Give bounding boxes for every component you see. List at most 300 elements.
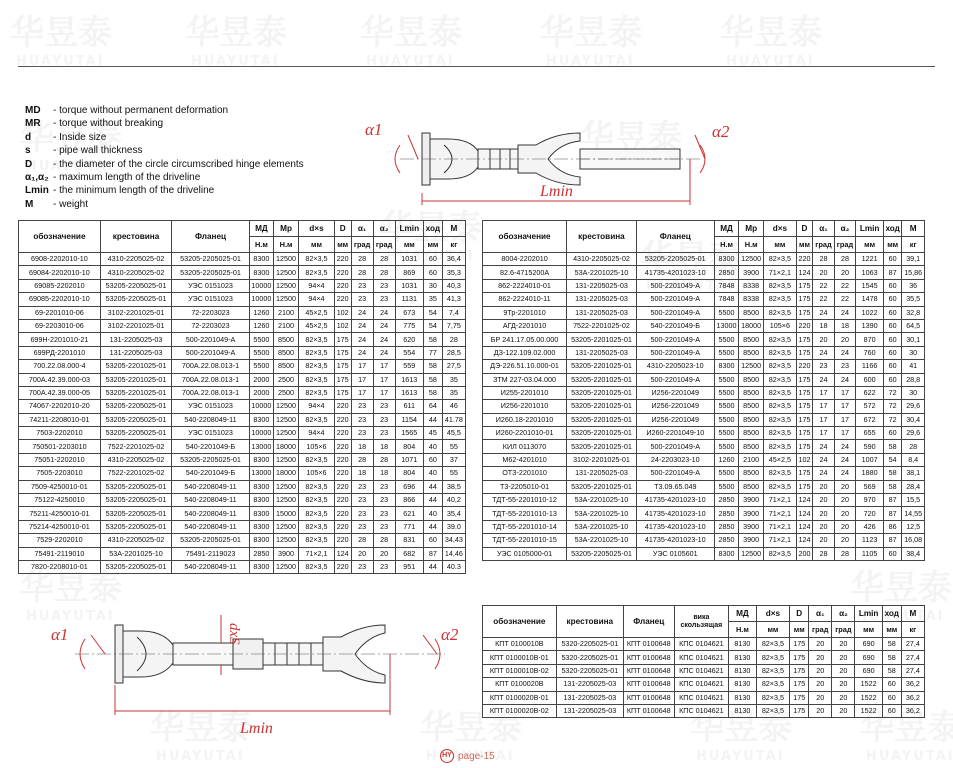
column-header: Lmin (855, 606, 882, 622)
table-cell: 35 (442, 373, 465, 386)
table-cell: 44 (423, 413, 442, 426)
table-cell: 23 (373, 293, 395, 306)
table-cell: 72 (883, 400, 901, 413)
legend-key: α₁,α₂ (25, 172, 49, 184)
table-cell: 35,5 (902, 293, 925, 306)
table-cell: 18000 (739, 319, 764, 332)
table-cell: 41735-4201023-10 (636, 266, 714, 279)
table-cell: 17 (813, 386, 835, 399)
table-cell: 1123 (856, 534, 884, 547)
table-cell: 8130 (729, 678, 756, 691)
table-cell: 20 (832, 664, 855, 677)
spec-table-2 (482, 220, 925, 561)
table-cell: 82.6-4715200А (483, 266, 567, 279)
table-cell: 23 (373, 494, 395, 507)
table-cell: 12500 (273, 520, 298, 533)
table-cell: 82×3,5 (763, 400, 796, 413)
table-cell: 3102-2201025-01 (100, 306, 171, 319)
table-cell: 24 (834, 440, 856, 453)
legend-item (25, 117, 304, 130)
table-row (19, 560, 466, 573)
table-cell: 40,3 (442, 279, 465, 292)
table-cell: 12500 (273, 427, 298, 440)
table-cell: 58 (423, 360, 442, 373)
table-cell: 82×3,5 (299, 253, 335, 266)
table-cell: 20 (834, 480, 856, 493)
table-cell: 82×3,5 (763, 346, 796, 359)
table-cell: 1166 (856, 360, 884, 373)
table-cell: 20 (809, 704, 832, 717)
table-cell: 5500 (714, 440, 739, 453)
table-cell: УЭС 0151023 (172, 400, 250, 413)
table-cell: 94×4 (299, 427, 335, 440)
table-cell: 24 (834, 346, 856, 359)
table-cell: 672 (856, 413, 884, 426)
unit-header: мм (763, 237, 796, 253)
table-cell: 60 (423, 534, 442, 547)
table-cell: 771 (395, 520, 423, 533)
table-cell: 175 (334, 386, 351, 399)
table-cell: 5500 (714, 480, 739, 493)
table-cell: 500-2201049-А (636, 333, 714, 346)
table-cell: 8300 (249, 266, 273, 279)
table-cell: 175 (796, 467, 812, 480)
table-cell: 24 (834, 453, 856, 466)
table-cell: КПТ 0100010В-02 (483, 664, 557, 677)
table-cell: 5500 (714, 306, 739, 319)
table-cell: 58 (883, 480, 901, 493)
column-header: α₂ (373, 221, 395, 237)
alpha2-label: α2 (712, 122, 730, 141)
table-cell: 175 (796, 427, 812, 440)
table-cell: 6908-2202010-10 (19, 253, 101, 266)
table-cell: 27,4 (901, 651, 924, 664)
table-cell: 2850 (249, 547, 273, 560)
table-cell: 82×3,5 (299, 453, 335, 466)
legend-item (25, 198, 304, 211)
table-row (19, 319, 466, 332)
unit-header: Н.м (729, 622, 756, 638)
table-cell: 124 (796, 266, 812, 279)
table-cell: УЭС 0105000-01 (483, 547, 567, 560)
table-cell: 23 (373, 279, 395, 292)
table-cell: 23 (373, 427, 395, 440)
table-cell: 10000 (249, 427, 273, 440)
table-cell: 2000 (249, 373, 273, 386)
table-cell: 1522 (855, 691, 882, 704)
table-cell: 5320-2205025-01 (556, 664, 623, 677)
table-cell: 24 (834, 467, 856, 480)
table-cell: 1880 (856, 467, 884, 480)
table-cell: 20 (813, 534, 835, 547)
table-cell: 3900 (739, 507, 764, 520)
table-cell: 1522 (855, 704, 882, 717)
table-cell: ТДТ-55-2201010-12 (483, 494, 567, 507)
table-cell: 82×3,5 (299, 360, 335, 373)
column-header: α₂ (832, 606, 855, 622)
table-cell: 23 (813, 360, 835, 373)
table-cell: 23 (351, 400, 373, 413)
column-header: вика скользящая (674, 606, 729, 638)
column-header: Мр (273, 221, 298, 237)
table-cell: 7,4 (442, 306, 465, 319)
table-cell: 131-2205025-03 (567, 279, 637, 292)
table-cell: 175 (796, 386, 812, 399)
dxs-label: dxS (226, 623, 242, 645)
table-cell: 1031 (395, 253, 423, 266)
table-row (19, 360, 466, 373)
table-cell: 131-2205025-03 (100, 346, 171, 359)
table-row (19, 480, 466, 493)
table-cell: 696 (395, 480, 423, 493)
table-cell: 540-2208049-11 (172, 520, 250, 533)
table-cell: 1154 (395, 413, 423, 426)
table-cell: 8500 (739, 467, 764, 480)
table-cell: 175 (796, 413, 812, 426)
table-cell: 2100 (273, 306, 298, 319)
table-cell: 5500 (714, 467, 739, 480)
table-cell: 5500 (714, 400, 739, 413)
table-cell: 10000 (249, 279, 273, 292)
table-cell: 20 (809, 678, 832, 691)
table-cell: 44 (423, 494, 442, 507)
table-cell: 72 (883, 386, 901, 399)
table-cell: 220 (334, 279, 351, 292)
table-cell: 20 (813, 507, 835, 520)
table-cell: 32,8 (902, 306, 925, 319)
table-cell: 53205-2201025-01 (567, 373, 637, 386)
table-cell: 55 (442, 467, 465, 480)
column-header: обозначение (19, 221, 101, 253)
table-cell: 82×3,5 (763, 293, 796, 306)
column-header: обозначение (483, 221, 567, 253)
table-cell: 8500 (739, 413, 764, 426)
table-cell: 124 (796, 534, 812, 547)
table-cell: 131-2205025-03 (567, 293, 637, 306)
table-cell: 60 (883, 333, 901, 346)
table-cell: 869 (395, 266, 423, 279)
table-cell: 23 (351, 494, 373, 507)
table-cell: 15000 (273, 507, 298, 520)
table-cell: 12500 (273, 560, 298, 573)
table-cell: 8300 (249, 453, 273, 466)
column-header: МД (249, 221, 273, 237)
table-cell: 28 (902, 440, 925, 453)
unit-header: Н.м (249, 237, 273, 253)
table-cell: 53А-2201025-10 (567, 507, 637, 520)
table-cell: 86 (883, 520, 901, 533)
unit-header: кг (902, 237, 925, 253)
table-cell: 23 (373, 507, 395, 520)
table-row (19, 507, 466, 520)
table-cell: 8130 (729, 691, 756, 704)
table-cell: 20 (809, 638, 832, 651)
lmin-label: Lmin (540, 183, 573, 200)
table-cell: 20 (809, 651, 832, 664)
table-cell: 131-2205025-03 (567, 306, 637, 319)
legend-desc: - the minimum length of the driveline (53, 185, 215, 197)
column-header: α₁ (813, 221, 835, 237)
table-cell: 29,6 (902, 400, 925, 413)
table-cell: 124 (334, 547, 351, 560)
column-header: Фланец (172, 221, 250, 253)
table-cell: 175 (796, 373, 812, 386)
table-cell: 82×3,5 (763, 413, 796, 426)
table-cell: 20 (813, 520, 835, 533)
table-cell: 831 (395, 534, 423, 547)
table-cell: 1613 (395, 373, 423, 386)
table-cell: 71×2,1 (763, 507, 796, 520)
table-cell: 8500 (739, 386, 764, 399)
table-cell: 82×3,5 (299, 373, 335, 386)
table-cell: 53205-2201025-01 (567, 480, 637, 493)
table-cell: 60 (882, 691, 901, 704)
table-cell: 8300 (249, 560, 273, 573)
legend-key: MR (25, 118, 41, 130)
table-cell: 18 (834, 319, 856, 332)
unit-header: кг (442, 237, 465, 253)
legend-key: s (25, 145, 31, 157)
column-header: МД (714, 221, 739, 237)
table-cell: 54 (423, 319, 442, 332)
table-cell: 131-2205025-03 (567, 467, 637, 480)
table-cell: 24 (834, 373, 856, 386)
table-cell: 2500 (273, 386, 298, 399)
table-cell: 22 (834, 279, 856, 292)
table-cell: 17 (834, 413, 856, 426)
table-cell: 69084-2202010-10 (19, 266, 101, 279)
table-cell: 58 (423, 386, 442, 399)
table-row (483, 440, 925, 453)
table-cell: 53205-2201025-01 (100, 373, 171, 386)
unit-header: кг (901, 622, 924, 638)
table-cell: 28 (834, 253, 856, 266)
table-row (483, 427, 925, 440)
table-cell: 82×3,5 (299, 534, 335, 547)
unit-header: мм (856, 237, 884, 253)
table-cell: 28 (373, 266, 395, 279)
table-cell: 55 (442, 440, 465, 453)
legend-desc: - weight (53, 198, 89, 210)
unit-header: мм (334, 237, 351, 253)
table-cell: 44 (423, 560, 442, 573)
table-cell: УЭС 0151023 (172, 293, 250, 306)
table-cell: 4310-2205025-02 (567, 253, 637, 266)
legend-key: Lmin (25, 185, 49, 197)
table-cell: 24 (373, 333, 395, 346)
table-cell: 2850 (714, 520, 739, 533)
table-cell: 71×2,1 (299, 547, 335, 560)
table-cell: КПС 0104621 (674, 704, 729, 717)
unit-header: град (834, 237, 856, 253)
table-cell: 20 (834, 333, 856, 346)
table-cell: 5500 (249, 346, 273, 359)
table-cell: 30 (902, 346, 925, 359)
table-cell: 1478 (856, 293, 884, 306)
table-row (19, 306, 466, 319)
table-cell: 87 (883, 534, 901, 547)
table-cell: 53205-2205025-01 (636, 253, 714, 266)
table-cell: 23 (373, 560, 395, 573)
table-cell: 8130 (729, 704, 756, 717)
table-cell: 8130 (729, 664, 756, 677)
table-cell: 611 (395, 400, 423, 413)
table-row (19, 467, 466, 480)
table-cell: 29,6 (902, 427, 925, 440)
table-cell: 72-2203023 (172, 319, 250, 332)
table-cell: 220 (334, 467, 351, 480)
table-cell: 951 (395, 560, 423, 573)
table-cell: 53205-2205025-01 (100, 480, 171, 493)
table-row (483, 400, 925, 413)
table-cell: 8300 (714, 253, 739, 266)
table-cell: 28 (834, 547, 856, 560)
table-cell: 540-2208049-11 (172, 560, 250, 573)
table-cell: 673 (395, 306, 423, 319)
page-label: page-15 (458, 750, 495, 762)
table-cell: 82×3,5 (763, 480, 796, 493)
table-cell: 53205-2205025-01 (100, 413, 171, 426)
table-cell: 23 (351, 279, 373, 292)
table-cell: 53205-2205025-01 (100, 507, 171, 520)
table-cell: 4310-2205023-10 (636, 360, 714, 373)
table-cell: 862-2224010-11 (483, 293, 567, 306)
table-cell: 60 (883, 427, 901, 440)
table-cell: 28 (351, 253, 373, 266)
table-cell: 3900 (739, 520, 764, 533)
table-cell: 24 (813, 453, 835, 466)
table-cell: 45,5 (442, 427, 465, 440)
column-header: ход (882, 606, 901, 622)
table-cell: 102 (796, 453, 812, 466)
table-row (483, 480, 925, 493)
column-header: α₁ (809, 606, 832, 622)
table-cell: 175 (334, 360, 351, 373)
table-cell: 220 (796, 253, 812, 266)
table-cell: 72 (883, 413, 901, 426)
table-cell: 12500 (739, 253, 764, 266)
column-header: d×s (299, 221, 335, 237)
table-row (483, 691, 925, 704)
table-cell: 58 (883, 467, 901, 480)
table-cell: 7529-2202010 (19, 534, 101, 547)
watermark (360, 5, 462, 69)
table-cell: 7522-2201025-02 (100, 467, 171, 480)
table-cell: 13000 (249, 440, 273, 453)
table-cell: 69-2201010-06 (19, 306, 101, 319)
table-cell: 82×3,5 (763, 306, 796, 319)
column-header: D (796, 221, 812, 237)
table-cell: И255-2201010 (483, 386, 567, 399)
table-cell: 41735-4201023-10 (636, 520, 714, 533)
table-cell: 17 (834, 386, 856, 399)
table-cell: 23 (834, 360, 856, 373)
table-cell: 8300 (714, 547, 739, 560)
column-header: крестовина (100, 221, 171, 253)
table-cell: 15,86 (902, 266, 925, 279)
table-cell: 71×2,1 (763, 520, 796, 533)
table-cell: 17 (834, 400, 856, 413)
table-cell: 28 (813, 547, 835, 560)
table-cell: 8004-2202010 (483, 253, 567, 266)
table-cell: 18 (351, 440, 373, 453)
table-cell: 131-2205025-03 (556, 691, 623, 704)
table-cell: 8500 (739, 427, 764, 440)
table-cell: 1221 (856, 253, 884, 266)
table-cell: 82×3,5 (763, 253, 796, 266)
table-cell: 8500 (739, 346, 764, 359)
legend-item (25, 104, 304, 117)
table-cell: 58 (423, 333, 442, 346)
unit-header: мм (423, 237, 442, 253)
table-cell: 53А-2201025-10 (567, 494, 637, 507)
table-row (19, 373, 466, 386)
legend (25, 104, 304, 211)
table-cell: КПС 0104621 (674, 638, 729, 651)
table-cell: КПТ 0100648 (624, 651, 675, 664)
table-cell: И260-2201049-10 (636, 427, 714, 440)
column-header: ход (883, 221, 901, 237)
table-cell: 500-2201049-А (636, 293, 714, 306)
table-cell: 38,4 (902, 547, 925, 560)
table-cell: КПТ 0100648 (624, 678, 675, 691)
table-cell: 105×6 (763, 319, 796, 332)
table-cell: 12500 (273, 494, 298, 507)
table-cell: 82×3,5 (299, 266, 335, 279)
table-cell: 12500 (273, 413, 298, 426)
table-cell: 8500 (273, 360, 298, 373)
table-cell: 7503-2202010 (19, 427, 101, 440)
table-row (19, 547, 466, 560)
watermark (540, 5, 642, 69)
table-cell: 12,5 (902, 520, 925, 533)
table-cell: 12500 (273, 534, 298, 547)
table-cell: 5500 (249, 333, 273, 346)
table-cell: 18 (373, 440, 395, 453)
table-row (19, 494, 466, 507)
table-cell: 17 (351, 360, 373, 373)
table-cell: 23 (351, 560, 373, 573)
table-cell: 23 (351, 413, 373, 426)
table-cell: 15,5 (902, 494, 925, 507)
table-cell: 760 (856, 346, 884, 359)
table-cell: 53205-2201025-01 (567, 400, 637, 413)
table-cell: 82×3,5 (756, 638, 790, 651)
table-cell: 20 (834, 520, 856, 533)
table-cell: 700А.22.08.013-1 (172, 360, 250, 373)
watermark (185, 5, 287, 69)
table-cell: 53205-2205025-01 (100, 494, 171, 507)
table-row (483, 306, 925, 319)
table-cell: 30,1 (902, 333, 925, 346)
table-cell: 24 (813, 440, 835, 453)
table-cell: 28,4 (902, 480, 925, 493)
table-cell: 22 (834, 293, 856, 306)
table-cell: 75491-2119010 (19, 547, 101, 560)
table-cell: 53А-2201025-10 (567, 266, 637, 279)
table-cell: 220 (796, 319, 812, 332)
table-cell: 94×4 (299, 400, 335, 413)
table-row (483, 704, 925, 717)
table-cell: 220 (796, 360, 812, 373)
table-row (19, 253, 466, 266)
column-header: α₁ (351, 221, 373, 237)
table-cell: ДЭ-226.51.10.000-01 (483, 360, 567, 373)
table-cell: 175 (796, 400, 812, 413)
legend-key: MD (25, 105, 41, 116)
table-cell: 23 (373, 413, 395, 426)
unit-header: мм (790, 622, 809, 638)
